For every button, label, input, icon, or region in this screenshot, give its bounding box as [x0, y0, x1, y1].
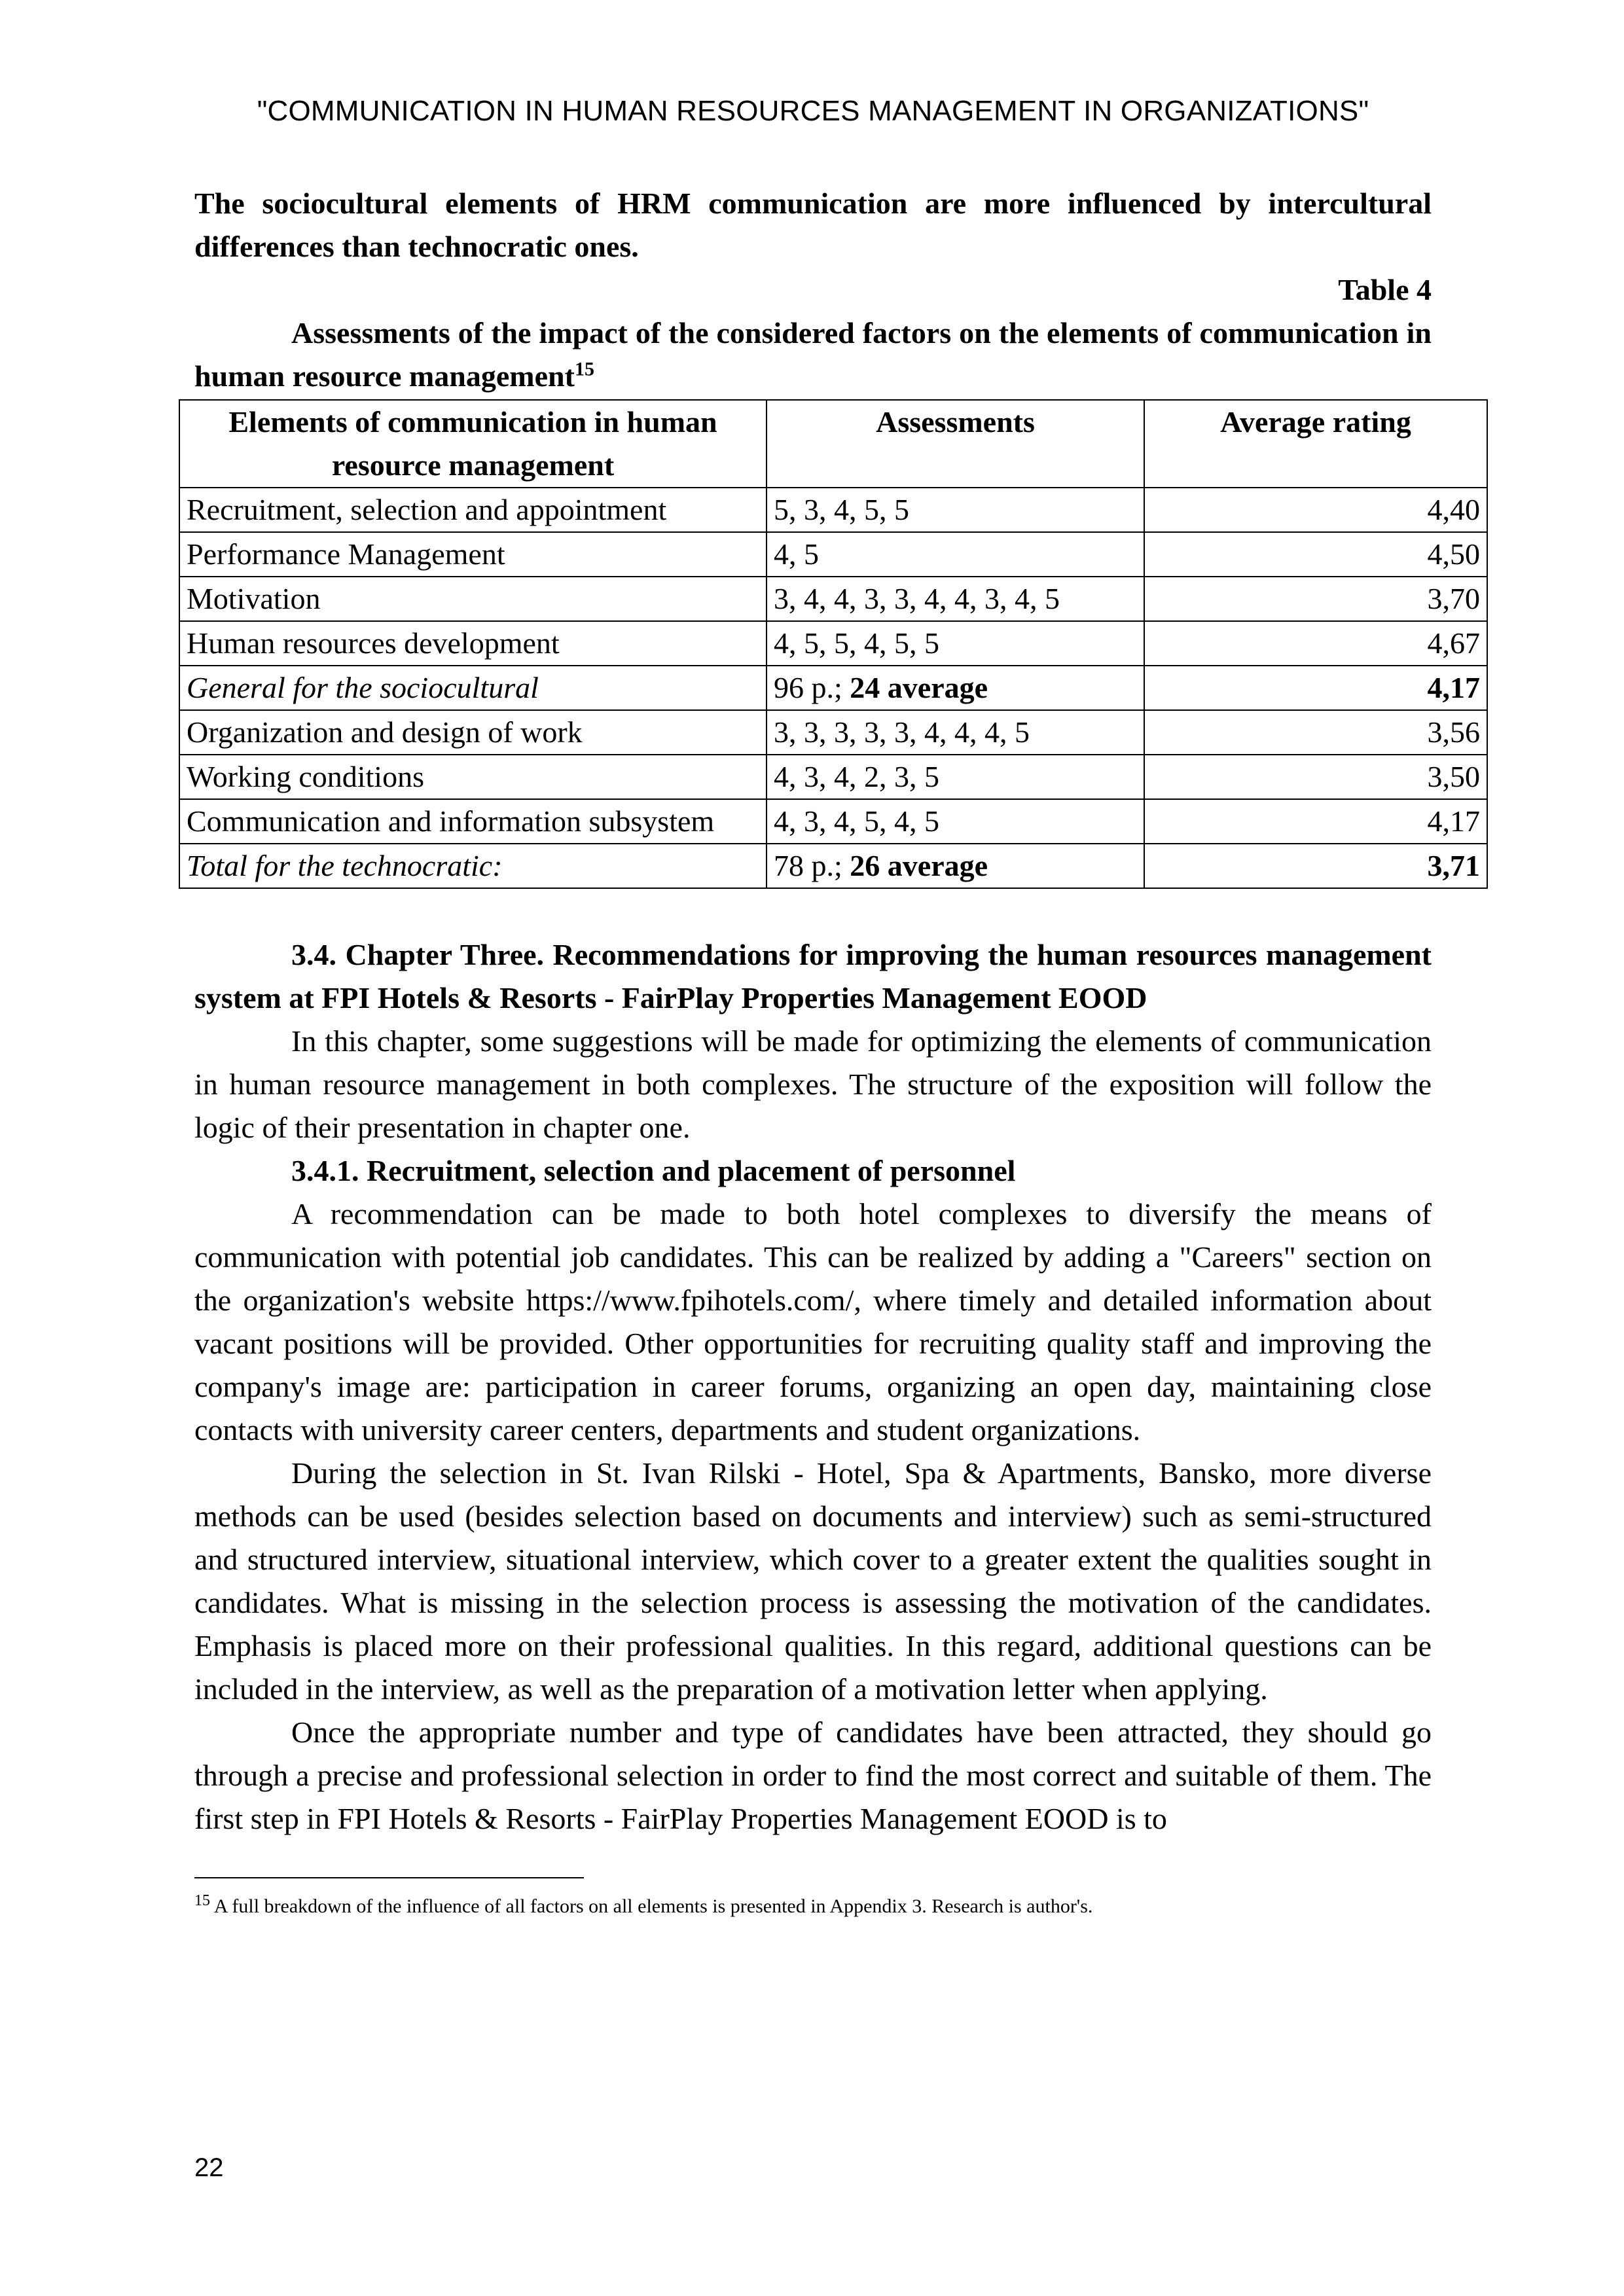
- average-cell: 3,71: [1144, 844, 1487, 888]
- body-paragraph: Once the appropriate number and type of candidates have been attracted, they should go through a precise and professional selection in order to find the most correct and suitable of them. The first step in FPI Hotels & Resorts - FairPlay Properties Management EOOD is to: [194, 1715, 1432, 1835]
- table-caption-text: Assessments of the impact of the considered factors on the elements of communication in human resource management: [194, 316, 1432, 393]
- assessment-table: [179, 399, 1488, 889]
- table-row: [179, 710, 1487, 755]
- table-summary-row: [179, 844, 1487, 888]
- page-number: 22: [194, 2153, 224, 2182]
- assessments-average: 26 average: [850, 849, 988, 882]
- element-cell: Human resources development: [179, 621, 767, 666]
- column-header-assessments: Assessments: [767, 400, 1144, 488]
- element-cell: Total for the technocratic:: [179, 844, 767, 888]
- table-row: [179, 799, 1487, 844]
- assessments-cell: 5, 3, 4, 5, 5: [767, 488, 1144, 532]
- average-cell: 4,17: [1144, 799, 1487, 844]
- table-row: [179, 488, 1487, 532]
- section-intro-paragraph: In this chapter, some suggestions will be made for optimizing the elements of communication in human resource management in both complexes. The structure of the exposition will follow the logic of their presentation in chapter one.: [194, 1024, 1432, 1144]
- column-header-elements: Elements of communication in human resource management: [179, 400, 767, 488]
- assessments-total: 78 p.;: [774, 849, 850, 882]
- table-row: [179, 577, 1487, 621]
- assessments-cell: 4, 3, 4, 2, 3, 5: [767, 755, 1144, 799]
- assessments-cell: 4, 5, 5, 4, 5, 5: [767, 621, 1144, 666]
- assessments-average: 24 average: [850, 671, 988, 704]
- average-cell: 4,50: [1144, 532, 1487, 577]
- footnote-number: 15: [194, 1892, 210, 1909]
- table-row: [179, 621, 1487, 666]
- assessments-cell: 3, 3, 3, 3, 3, 4, 4, 4, 5: [767, 710, 1144, 755]
- body-paragraph: A recommendation can be made to both hotel complexes to diversify the means of communication with potential job candidates. This can be realized by adding a "Careers" section on the organization's website https://www.fpihotels.com/, where timely and detailed information about vacant positions will be provided. Other opportunities for recruiting quality staff and improving the company's image are: participation in career forums, organizing an open day, maintaining close contacts with university career centers, departments and student organizations.: [194, 1197, 1432, 1446]
- average-cell: 4,40: [1144, 488, 1487, 532]
- footnote-divider: [194, 1877, 584, 1878]
- assessments-total: 96 p.;: [774, 671, 850, 704]
- subsection-heading: 3.4.1. Recruitment, selection and placement of personnel: [291, 1154, 1016, 1187]
- average-cell: 4,67: [1144, 621, 1487, 666]
- footnote-reference: 15: [574, 358, 594, 380]
- average-cell: 3,70: [1144, 577, 1487, 621]
- element-cell: General for the sociocultural: [179, 666, 767, 710]
- average-cell: 3,50: [1144, 755, 1487, 799]
- document-page: [187, 92, 1480, 1920]
- footnote: [194, 1893, 1432, 1920]
- table-row: [179, 532, 1487, 577]
- element-cell: Recruitment, selection and appointment: [179, 488, 767, 532]
- footnote-text: A full breakdown of the influence of all factors on all elements is presented in Appendix 3. Research is author's.: [213, 1895, 1093, 1917]
- body-paragraph: During the selection in St. Ivan Rilski - Hotel, Spa & Apartments, Bansko, more diverse methods can be used (besides selection based on documents and interview) such as semi-structured and structured interview, situational interview, which cover to a greater extent the qualities sought in candidates. What is missing in the selection process is assessing the motivation of the candidates. Emphasis is placed more on their professional qualities. In this regard, additional questions can be included in the interview, as well as the preparation of a motivation letter when applying.: [194, 1456, 1432, 1706]
- element-cell: Working conditions: [179, 755, 767, 799]
- assessments-cell: [767, 844, 1144, 888]
- average-cell: 3,56: [1144, 710, 1487, 755]
- element-cell: Communication and information subsystem: [179, 799, 767, 844]
- element-cell: Organization and design of work: [179, 710, 767, 755]
- intro-statement: The sociocultural elements of HRM communication are more influenced by intercultural differences than technocratic ones.: [194, 187, 1432, 263]
- average-cell: 4,17: [1144, 666, 1487, 710]
- element-cell: Performance Management: [179, 532, 767, 577]
- table-summary-row: [179, 666, 1487, 710]
- section-heading: 3.4. Chapter Three. Recommendations for improving the human resources management system at FPI Hotels & Resorts - FairPlay Properties Management EOOD: [194, 938, 1432, 1014]
- assessments-cell: 3, 4, 4, 3, 3, 4, 4, 3, 4, 5: [767, 577, 1144, 621]
- running-header: "COMMUNICATION IN HUMAN RESOURCES MANAGEMENT IN ORGANIZATIONS": [257, 95, 1369, 127]
- assessments-cell: 4, 5: [767, 532, 1144, 577]
- table-row: [179, 755, 1487, 799]
- assessments-cell: [767, 666, 1144, 710]
- assessments-cell: 4, 3, 4, 5, 4, 5: [767, 799, 1144, 844]
- table-caption: [194, 312, 1432, 398]
- element-cell: Motivation: [179, 577, 767, 621]
- table-label: Table 4: [1338, 273, 1432, 306]
- column-header-average: Average rating: [1144, 400, 1487, 488]
- table-header-row: [179, 400, 1487, 488]
